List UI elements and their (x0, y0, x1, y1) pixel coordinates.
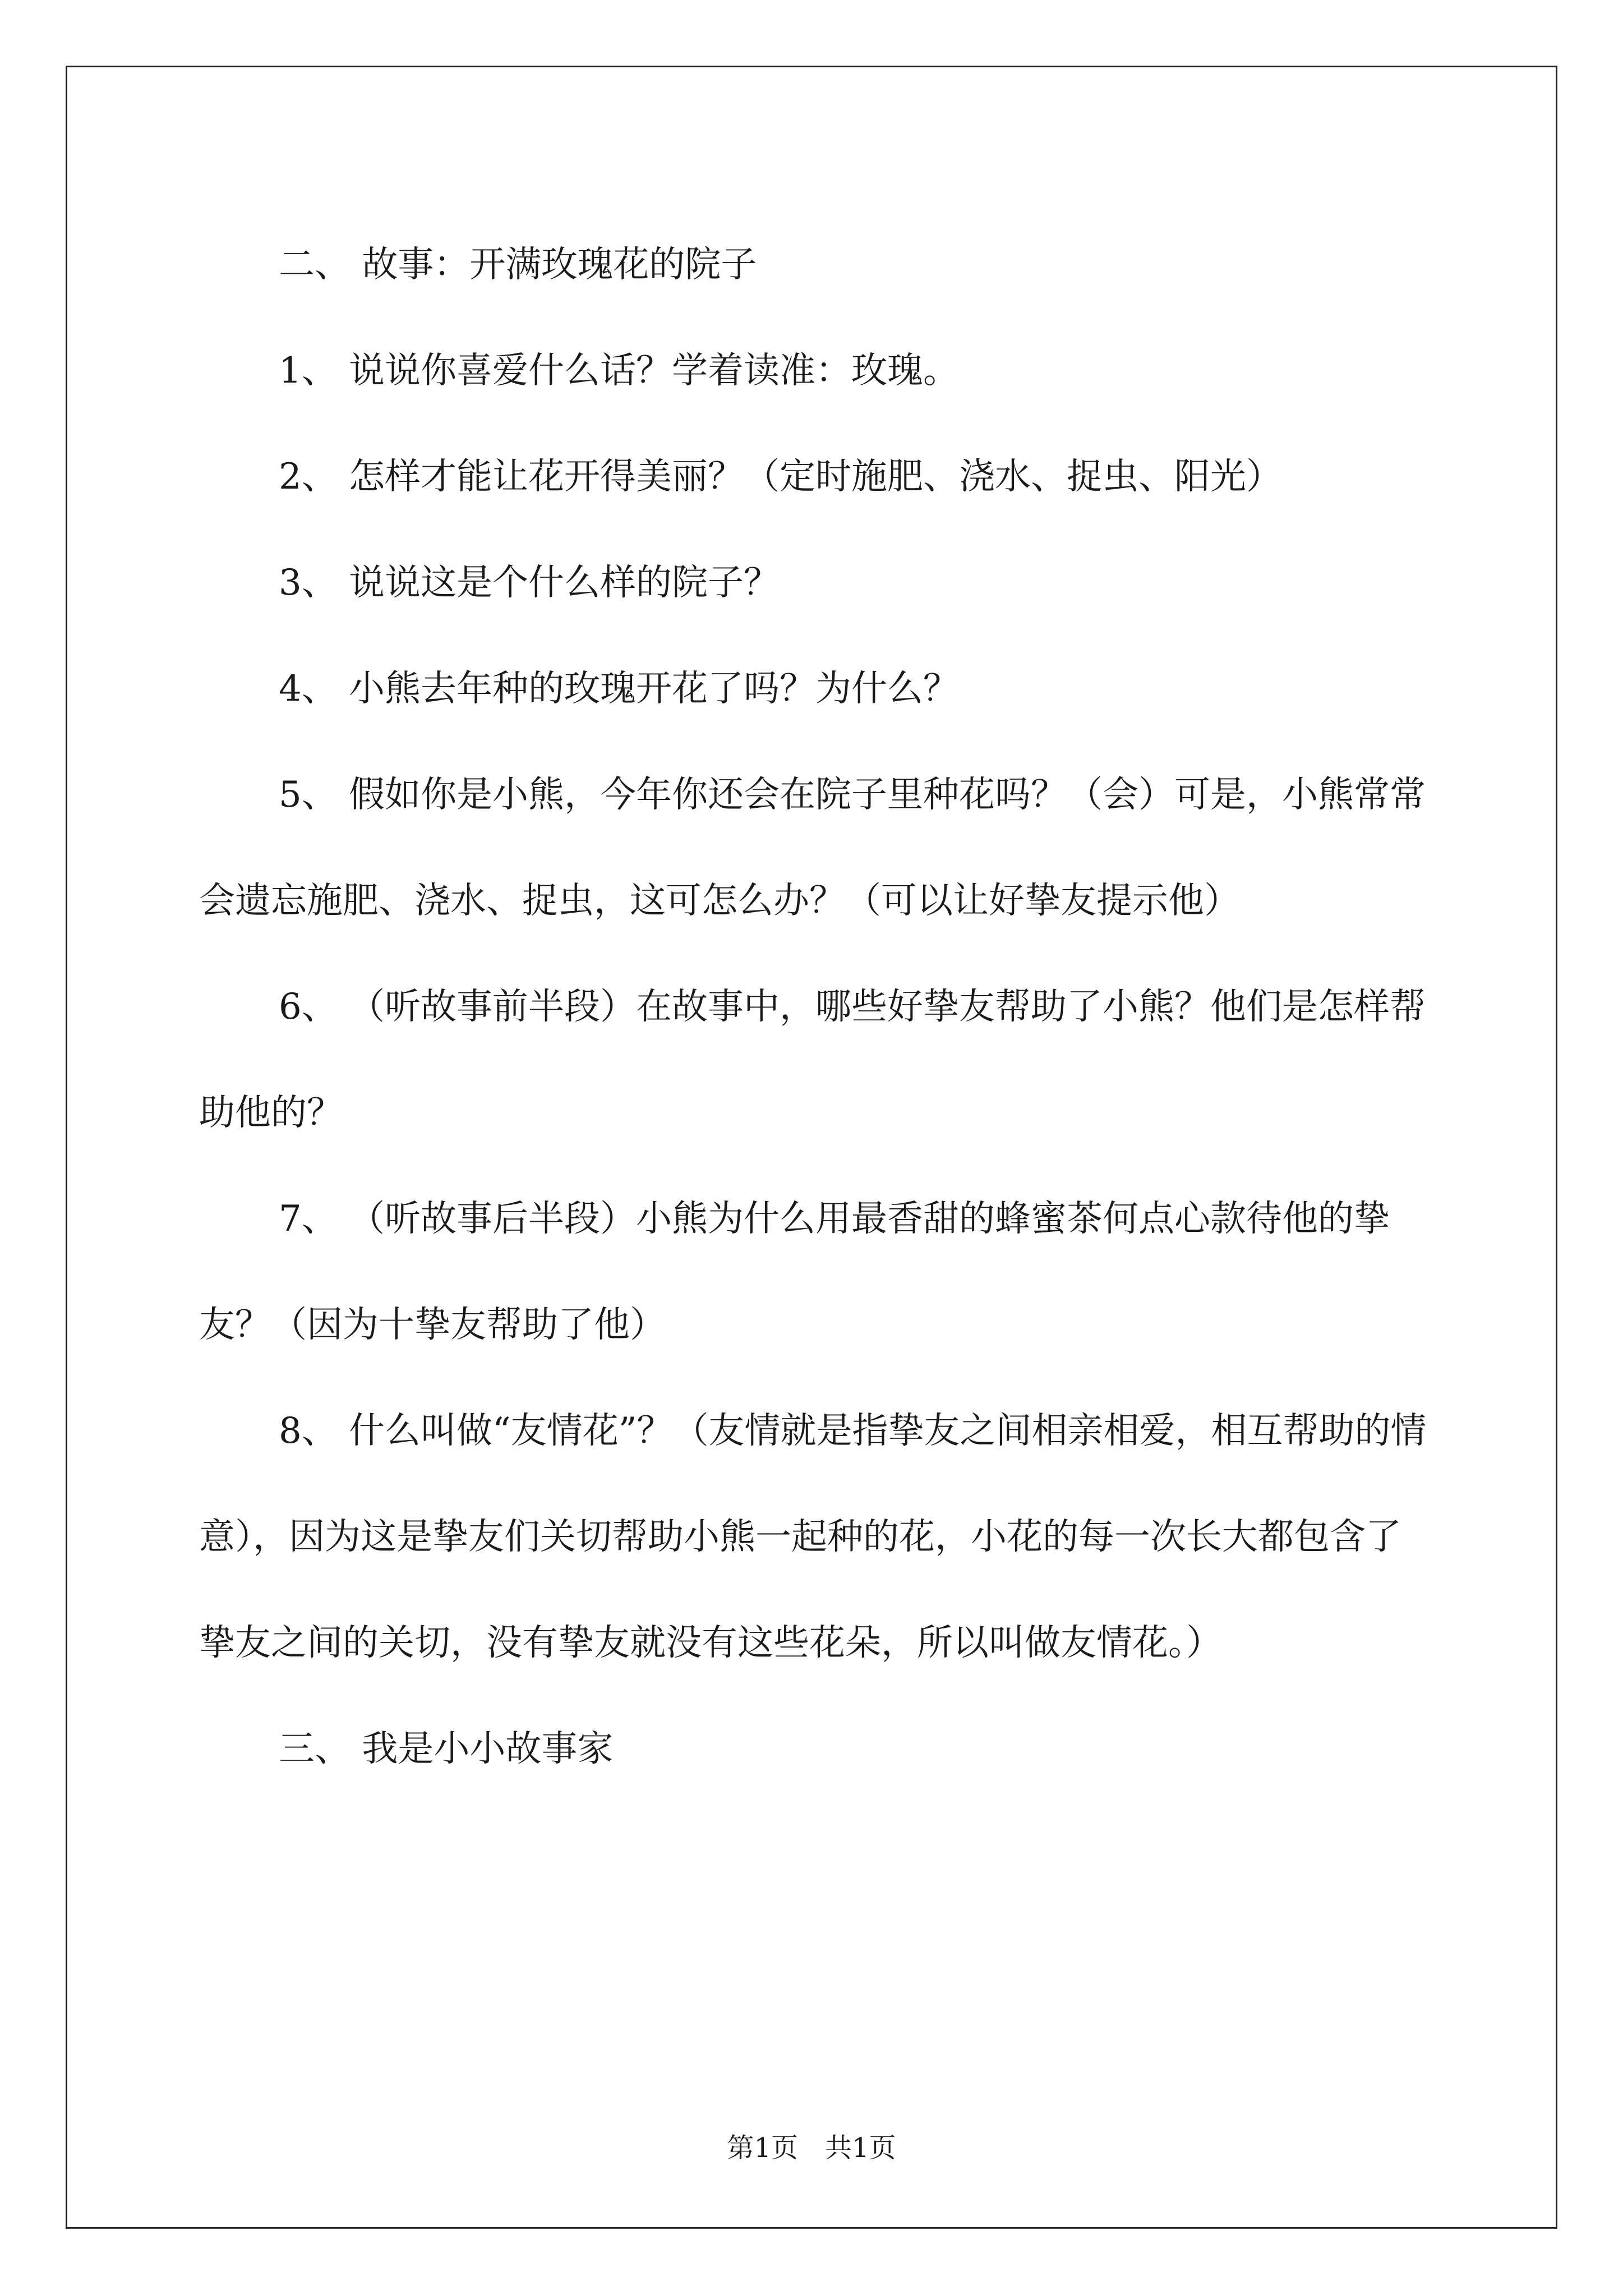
list-item: 7、 （听故事后半段）小熊为什么用最香甜的蜂蜜茶何点心款待他的挚友？（因为十挚友帮助了他） (199, 1198, 1390, 1346)
page-footer (0, 2126, 1623, 2165)
list-item: 3、 说说这是个什么样的院子？ (279, 562, 780, 604)
section-heading: 二、 故事：开满玫瑰花的院子 (279, 244, 757, 286)
section-heading: 三、 我是小小故事家 (279, 1728, 614, 1770)
list-item: 8、 什么叫做“友情花”？（友情就是指挚友之间相亲相爱，相互帮助的情意），因为这是挚友们关切帮助小熊一起种的花，小花的每一次长大都包含了挚友之间的关切，没有挚友就没有这些花朵，所以叫做友情花。） (199, 1410, 1427, 1664)
page-number: 第1页 (727, 2132, 798, 2164)
list-item: 5、 假如你是小熊，今年你还会在院子里种花吗？（会）可是，小熊常常会遗忘施肥、浇水、捉虫，这可怎么办？（可以让好挚友提示他） (199, 774, 1426, 922)
list-item: 6、 （听故事前半段）在故事中，哪些好挚友帮助了小熊？他们是怎样帮助他的？ (199, 986, 1426, 1134)
list-item: 1、 说说你喜爱什么话？学着读准：玫瑰。 (279, 350, 960, 392)
page-total: 共1页 (825, 2132, 896, 2164)
document-body (199, 212, 1430, 1802)
list-item: 2、 怎样才能让花开得美丽？（定时施肥、浇水、捉虫、阳光） (279, 456, 1283, 498)
list-item: 4、 小熊去年种的玫瑰开花了吗？为什么？ (279, 668, 960, 710)
